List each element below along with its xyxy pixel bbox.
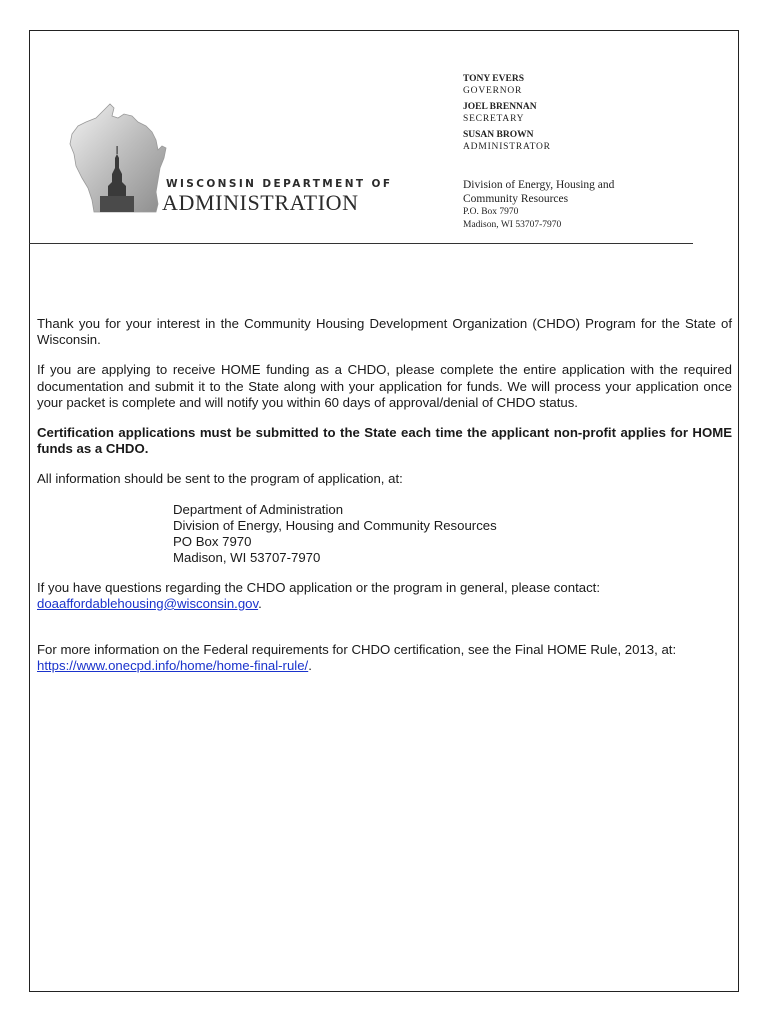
logo-text-line1: WISCONSIN DEPARTMENT OF: [166, 178, 393, 190]
address-line: Division of Energy, Housing and Community Resources: [173, 517, 497, 533]
official-administrator: [463, 129, 551, 153]
certification-notice: Certification applications must be submitted to the State each time the applicant non-profit applies for HOME funds as a CHDO.: [37, 425, 732, 457]
address-line: PO Box 7970: [173, 533, 252, 549]
official-secretary: [463, 101, 551, 125]
official-name: TONY EVERS: [463, 74, 524, 84]
intro-paragraph: Thank you for your interest in the Community Housing Development Organization (CHDO) Program for the State of Wisconsin.: [37, 316, 732, 348]
official-name: SUSAN BROWN: [463, 130, 534, 140]
instructions-paragraph: If you are applying to receive HOME funding as a CHDO, please complete the entire application with the required documentation and submit it to the State along with your application for funds. We will process your application once your packet is complete and will notify you within 60 days of approval/denial of CHDO status.: [37, 362, 732, 410]
address-line: Madison, WI 53707-7970: [173, 549, 321, 565]
official-title: SECRETARY: [463, 114, 525, 124]
division-city: Madison, WI 53707-7970: [463, 220, 562, 230]
email-period: .: [258, 595, 262, 611]
federal-requirements-paragraph: [37, 642, 732, 674]
wisconsin-state-capitol-icon: [66, 96, 170, 216]
mailing-intro: All information should be sent to the program of application, at:: [37, 471, 403, 487]
logo-text-line2: ADMINISTRATION: [162, 190, 359, 215]
contact-text: If you have questions regarding the CHDO application or the program in general, please contact:: [37, 579, 600, 595]
home-rule-link[interactable]: https://www.onecpd.info/home/home-final-rule/: [37, 658, 309, 674]
division-name: Division of Energy, Housing and Community Resources: [463, 179, 615, 205]
official-governor: [463, 73, 551, 97]
contact-email-link[interactable]: doaaffordablehousing@wisconsin.gov: [37, 595, 259, 611]
official-title: ADMINISTRATOR: [463, 142, 551, 152]
officials-list: [463, 73, 551, 157]
official-title: GOVERNOR: [463, 86, 523, 96]
division-po-box: P.O. Box 7970: [463, 207, 519, 217]
official-name: JOEL BRENNAN: [463, 102, 537, 112]
wisconsin-doa-logo: [66, 96, 393, 220]
address-line: Department of Administration: [173, 501, 344, 517]
mailing-address: [173, 502, 732, 566]
division-address: [463, 178, 663, 232]
federal-text: For more information on the Federal requirements for CHDO certification, see the Final HOME Rule, 2013, at:: [37, 642, 677, 658]
letter-body: [37, 316, 732, 688]
contact-paragraph: [37, 580, 732, 612]
url-period: .: [308, 658, 312, 674]
header-divider: [29, 243, 693, 244]
spacer: [37, 626, 732, 642]
